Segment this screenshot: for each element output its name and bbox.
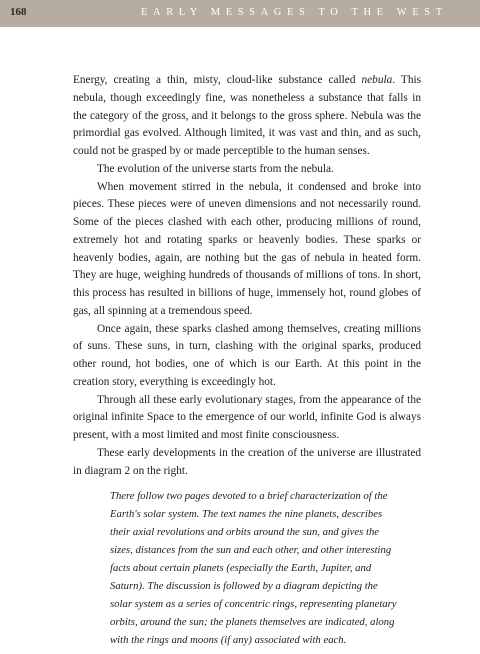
paragraph bbox=[73, 72, 421, 161]
editorial-note bbox=[110, 487, 398, 649]
body-text bbox=[73, 72, 421, 480]
paragraph: Through all these early evolutionary stages, from the appearance of the original infinite Space to the emergence of our world, infinite God is always present, with a most limited and most finite consciousness. bbox=[73, 393, 421, 441]
running-header bbox=[0, 0, 480, 27]
paragraph: These early developments in the creation of the universe are illustrated in diagram 2 on the right. bbox=[73, 446, 421, 477]
running-title: EARLY MESSAGES TO THE WEST bbox=[141, 7, 448, 18]
note-text: There follow two pages devoted to a brief characterization of the Earth's solar system. The text names the nine planets, describes their axial revolutions and orbits around the sun, and gives the sizes, distances from the sun and each other, and other interesting facts about certain planets (especially the Earth, Jupiter, and Saturn). The discussion is followed by a diagram depicting the solar system as a series of concentric rings, representing planetary orbits, around the sun; the planets themselves are indicated, along with the rings and moons (if any) associated with each. bbox=[110, 490, 397, 646]
paragraph: When movement stirred in the nebula, it condensed and broke into pieces. These pieces were of uneven dimensions and not necessarily round. Some of the pieces clashed with each other, producing millions of round, extremely hot and rotating sparks or heavenly bodies. These sparks or heavenly bodies, again, are nothing but the gas of nebula in heated form. They are huge, weighing hundreds of thousands of millions of tons. In short, this process has resulted in billions of huge, immensely hot, round globes of gas, all spinning at a tremendous speed. bbox=[73, 180, 421, 317]
term-nebula: nebula bbox=[361, 74, 393, 86]
paragraph-text: Energy, creating a thin, misty, cloud-like substance called bbox=[73, 74, 362, 86]
paragraph: Once again, these sparks clashed among themselves, creating millions of suns. These suns, in turn, clashing with the original sparks, produced other round, hot bodies, one of which is our Earth. At this point in the creation story, everything is exceedingly hot. bbox=[73, 322, 421, 388]
paragraph-text: . This nebula, though exceedingly fine, was nonetheless a substance that falls in the category of the gross, and it belongs to the gross sphere. Nebula was the primordial gas evolved. Although limited, it was vast and thin, and as such, could not be grasped by or made perceptible to the human senses. bbox=[73, 74, 422, 157]
page-number: 168 bbox=[10, 6, 27, 18]
paragraph: The evolution of the universe starts from the nebula. bbox=[97, 162, 334, 175]
